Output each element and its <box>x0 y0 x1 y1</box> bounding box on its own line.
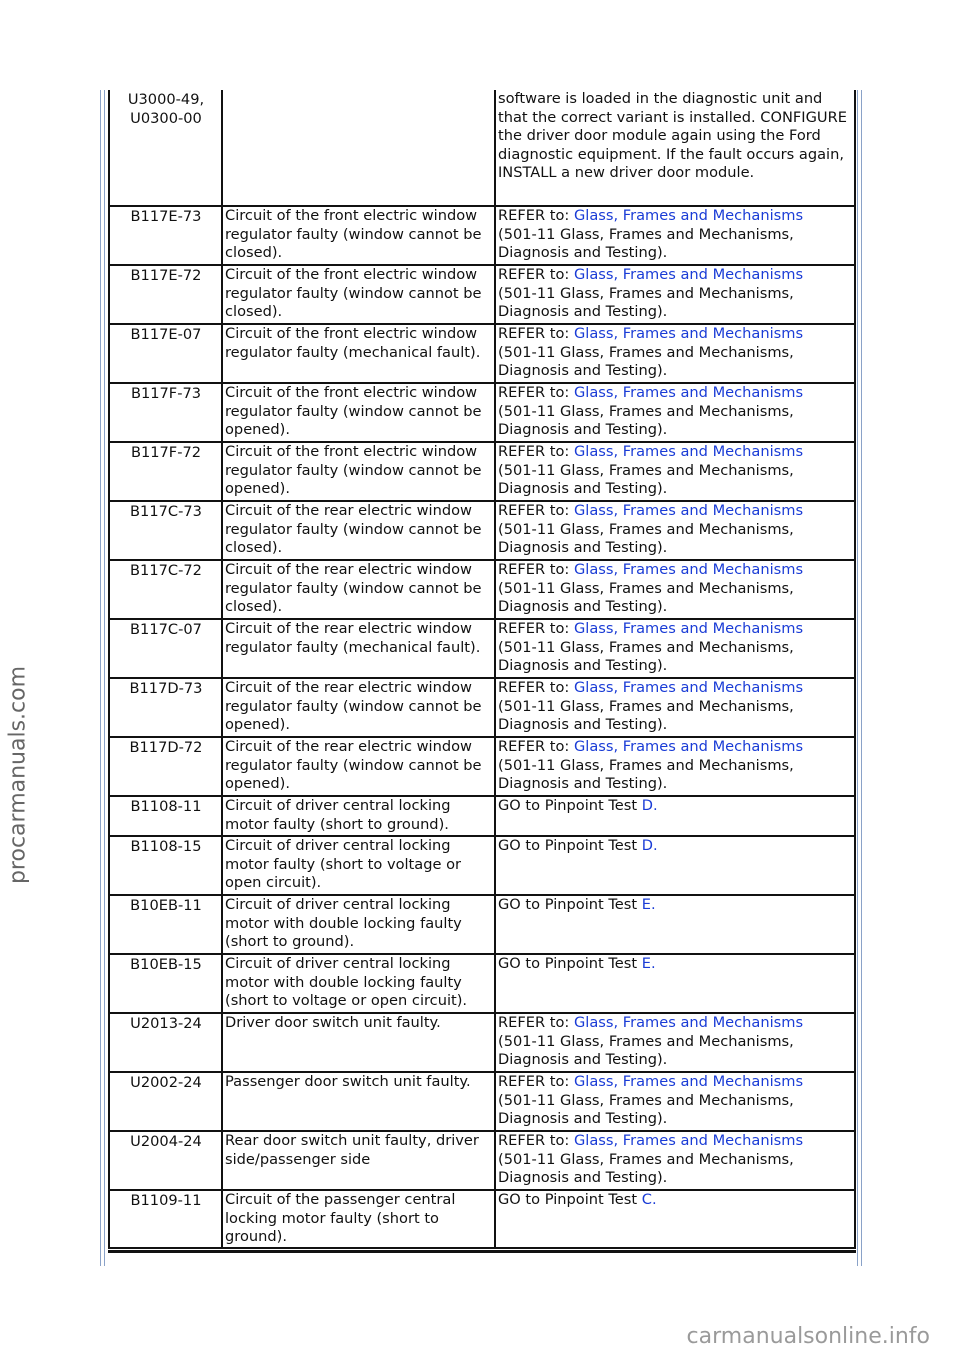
dtc-code-cell <box>109 836 222 895</box>
action-text: GO to Pinpoint Test <box>498 837 642 854</box>
reference-link[interactable]: D. <box>641 837 658 854</box>
table-row <box>109 1131 855 1190</box>
fault-description: Circuit of driver central locking motor with double locking faulty (short to voltage or open circuit). <box>225 955 468 1010</box>
action-cell <box>495 1072 855 1131</box>
dtc-code-cell <box>109 1013 222 1072</box>
dtc-code: B117E-73 <box>130 208 202 225</box>
dtc-code-cell <box>109 1072 222 1131</box>
table-row <box>109 206 855 265</box>
fault-description: Rear door switch unit faulty, driver side/passenger side <box>225 1132 479 1168</box>
action-reference-detail: (501-11 Glass, Frames and Mechanisms, Diagnosis and Testing). <box>498 697 794 734</box>
fault-description: Circuit of the rear electric window regulator faulty (window cannot be closed). <box>225 561 482 616</box>
description-cell <box>222 265 495 324</box>
table-row <box>109 796 855 836</box>
action-text: REFER to: <box>498 1014 574 1031</box>
action-text: GO to Pinpoint Test <box>498 955 642 972</box>
dtc-code: B10EB-15 <box>130 956 202 973</box>
dtc-code-cell <box>109 442 222 501</box>
table-row <box>109 265 855 324</box>
page-frame-right-outer <box>861 90 862 1266</box>
action-cell <box>495 954 855 1013</box>
table-row <box>109 954 855 1013</box>
action-reference-detail: (501-11 Glass, Frames and Mechanisms, Diagnosis and Testing). <box>498 638 794 675</box>
reference-link[interactable]: Glass, Frames and Mechanisms <box>573 443 804 460</box>
fault-description: Circuit of the front electric window regulator faulty (window cannot be closed). <box>225 207 482 262</box>
table-row <box>109 1013 855 1072</box>
page-frame-right-inner <box>857 90 858 1266</box>
description-cell <box>222 206 495 265</box>
table-row <box>109 1072 855 1131</box>
action-text: REFER to: <box>498 443 574 460</box>
dtc-code-cell <box>109 383 222 442</box>
dtc-code: B117F-73 <box>130 385 202 402</box>
table-row <box>109 501 855 560</box>
reference-link[interactable]: Glass, Frames and Mechanisms <box>573 502 804 519</box>
action-text: REFER to: <box>498 266 574 283</box>
reference-link[interactable]: C. <box>641 1191 657 1208</box>
action-reference-detail: (501-11 Glass, Frames and Mechanisms, Diagnosis and Testing). <box>498 1091 794 1128</box>
description-cell <box>222 678 495 737</box>
dtc-code-cell <box>109 619 222 678</box>
dtc-code: B117C-73 <box>130 503 202 520</box>
table-bottom-rule <box>108 1250 856 1253</box>
action-cell <box>495 1131 855 1190</box>
dtc-code: B117D-72 <box>129 739 203 756</box>
dtc-code-cell <box>109 265 222 324</box>
action-cell <box>495 737 855 796</box>
action-reference-detail: (501-11 Glass, Frames and Mechanisms, Diagnosis and Testing). <box>498 225 794 262</box>
action-cell <box>495 383 855 442</box>
dtc-code-cell <box>109 895 222 954</box>
action-reference-detail: (501-11 Glass, Frames and Mechanisms, Diagnosis and Testing). <box>498 756 794 793</box>
reference-link[interactable]: E. <box>641 896 656 913</box>
dtc-code: B117E-07 <box>130 326 202 343</box>
reference-link[interactable]: Glass, Frames and Mechanisms <box>573 1132 804 1149</box>
action-cell <box>495 501 855 560</box>
action-text: REFER to: <box>498 620 574 637</box>
action-reference-detail: (501-11 Glass, Frames and Mechanisms, Diagnosis and Testing). <box>498 1150 794 1187</box>
fault-description: Circuit of the front electric window regulator faulty (mechanical fault). <box>225 325 481 361</box>
table-row <box>109 836 855 895</box>
table-row <box>109 1190 855 1248</box>
dtc-code: B1108-11 <box>130 798 202 815</box>
action-reference-detail: (501-11 Glass, Frames and Mechanisms, Diagnosis and Testing). <box>498 461 794 498</box>
dtc-code: U2004-24 <box>130 1133 202 1150</box>
reference-link[interactable]: Glass, Frames and Mechanisms <box>573 620 804 637</box>
reference-link[interactable]: E. <box>641 955 656 972</box>
dtc-code-cell <box>109 324 222 383</box>
dtc-code-cell <box>109 737 222 796</box>
dtc-code: B117D-73 <box>129 680 203 697</box>
dtc-code-cell <box>109 678 222 737</box>
dtc-code: B117F-72 <box>130 444 202 461</box>
table-row <box>109 90 855 206</box>
action-text: REFER to: <box>498 325 574 342</box>
action-reference-detail: (501-11 Glass, Frames and Mechanisms, Diagnosis and Testing). <box>498 343 794 380</box>
reference-link[interactable]: Glass, Frames and Mechanisms <box>573 325 804 342</box>
dtc-code-cell <box>109 501 222 560</box>
dtc-code-cell <box>109 1131 222 1190</box>
dtc-code-cell <box>109 1190 222 1248</box>
action-text: software is loaded in the diagnostic unit and that the correct variant is installed. CONFIGURE the driver door module again using the Ford diagnostic equipment. If the fault occurs again, INSTALL a new driver door module. <box>498 90 847 182</box>
action-reference-detail: (501-11 Glass, Frames and Mechanisms, Diagnosis and Testing). <box>498 520 794 557</box>
action-reference-detail: (501-11 Glass, Frames and Mechanisms, Diagnosis and Testing). <box>498 1032 794 1069</box>
action-cell <box>495 324 855 383</box>
action-cell <box>495 678 855 737</box>
dtc-table <box>108 90 856 1249</box>
reference-link[interactable]: Glass, Frames and Mechanisms <box>573 266 804 283</box>
dtc-code-cell <box>109 954 222 1013</box>
action-text: REFER to: <box>498 738 574 755</box>
fault-description: Passenger door switch unit faulty. <box>225 1073 471 1090</box>
dtc-code: U2013-24 <box>130 1015 202 1032</box>
description-cell <box>222 442 495 501</box>
action-reference-detail: (501-11 Glass, Frames and Mechanisms, Diagnosis and Testing). <box>498 284 794 321</box>
description-cell <box>222 1131 495 1190</box>
dtc-code-cell <box>109 90 222 206</box>
fault-description: Circuit of the front electric window regulator faulty (window cannot be closed). <box>225 266 482 321</box>
fault-description: Circuit of the rear electric window regulator faulty (window cannot be opened). <box>225 679 482 734</box>
action-cell <box>495 206 855 265</box>
action-text: REFER to: <box>498 502 574 519</box>
fault-description: Circuit of driver central locking motor faulty (short to voltage or open circuit). <box>225 837 462 892</box>
description-cell <box>222 954 495 1013</box>
table-row <box>109 737 855 796</box>
table-row <box>109 324 855 383</box>
description-cell <box>222 796 495 836</box>
reference-link[interactable]: Glass, Frames and Mechanisms <box>573 738 804 755</box>
description-cell <box>222 90 495 206</box>
reference-link[interactable]: Glass, Frames and Mechanisms <box>573 1014 804 1031</box>
action-text: GO to Pinpoint Test <box>498 1191 642 1208</box>
action-cell <box>495 265 855 324</box>
dtc-table-body <box>109 90 855 1248</box>
page-frame-left-outer <box>100 90 101 1266</box>
dtc-code-cell <box>109 206 222 265</box>
table-row <box>109 560 855 619</box>
dtc-code: U3000-49, U0300-00 <box>127 91 205 127</box>
reference-link[interactable]: D. <box>641 797 658 814</box>
description-cell <box>222 895 495 954</box>
table-row <box>109 619 855 678</box>
description-cell <box>222 737 495 796</box>
action-cell <box>495 442 855 501</box>
dtc-code-cell <box>109 560 222 619</box>
action-cell <box>495 1013 855 1072</box>
table-row <box>109 383 855 442</box>
dtc-code: B1108-15 <box>130 838 202 855</box>
action-cell <box>495 560 855 619</box>
description-cell <box>222 324 495 383</box>
action-text: GO to Pinpoint Test <box>498 797 642 814</box>
action-text: REFER to: <box>498 207 574 224</box>
dtc-code: B117C-07 <box>130 621 202 638</box>
table-row <box>109 895 855 954</box>
action-cell <box>495 619 855 678</box>
bottom-watermark: carmanualsonline.info <box>686 1324 930 1349</box>
side-watermark-text: procarmanuals.com <box>5 665 31 885</box>
action-reference-detail: (501-11 Glass, Frames and Mechanisms, Diagnosis and Testing). <box>498 402 794 439</box>
description-cell <box>222 836 495 895</box>
action-cell <box>495 796 855 836</box>
action-text: GO to Pinpoint Test <box>498 896 642 913</box>
dtc-code: B117E-72 <box>130 267 202 284</box>
action-text: REFER to: <box>498 1073 574 1090</box>
description-cell <box>222 619 495 678</box>
dtc-code: B1109-11 <box>130 1192 202 1209</box>
reference-link[interactable]: Glass, Frames and Mechanisms <box>573 679 804 696</box>
action-text: REFER to: <box>498 384 574 401</box>
fault-description: Circuit of the rear electric window regulator faulty (mechanical fault). <box>225 620 481 656</box>
fault-description: Circuit of the passenger central locking motor faulty (short to ground). <box>225 1191 456 1246</box>
action-cell <box>495 90 855 206</box>
description-cell <box>222 1072 495 1131</box>
action-reference-detail: (501-11 Glass, Frames and Mechanisms, Diagnosis and Testing). <box>498 579 794 616</box>
description-cell <box>222 1013 495 1072</box>
action-cell <box>495 836 855 895</box>
description-cell <box>222 501 495 560</box>
fault-description: Circuit of the front electric window regulator faulty (window cannot be opened). <box>225 384 482 439</box>
action-text: REFER to: <box>498 1132 574 1149</box>
dtc-code-cell <box>109 796 222 836</box>
fault-description: Circuit of the rear electric window regulator faulty (window cannot be opened). <box>225 738 482 793</box>
action-cell <box>495 1190 855 1248</box>
reference-link[interactable]: Glass, Frames and Mechanisms <box>573 207 804 224</box>
fault-description: Circuit of driver central locking motor with double locking faulty (short to ground). <box>225 896 462 951</box>
action-cell <box>495 895 855 954</box>
page-frame-left-inner <box>104 90 105 1266</box>
fault-description: Driver door switch unit faulty. <box>225 1014 441 1031</box>
reference-link[interactable]: Glass, Frames and Mechanisms <box>573 384 804 401</box>
table-row <box>109 678 855 737</box>
action-text: REFER to: <box>498 561 574 578</box>
reference-link[interactable]: Glass, Frames and Mechanisms <box>573 561 804 578</box>
fault-description: Circuit of the front electric window regulator faulty (window cannot be opened). <box>225 443 482 498</box>
fault-description: Circuit of driver central locking motor faulty (short to ground). <box>225 797 451 833</box>
dtc-code: U2002-24 <box>130 1074 202 1091</box>
reference-link[interactable]: Glass, Frames and Mechanisms <box>573 1073 804 1090</box>
description-cell <box>222 560 495 619</box>
description-cell <box>222 383 495 442</box>
dtc-code: B117C-72 <box>130 562 202 579</box>
table-row <box>109 442 855 501</box>
action-text: REFER to: <box>498 679 574 696</box>
description-cell <box>222 1190 495 1248</box>
dtc-code: B10EB-11 <box>130 897 202 914</box>
fault-description: Circuit of the rear electric window regulator faulty (window cannot be closed). <box>225 502 482 557</box>
